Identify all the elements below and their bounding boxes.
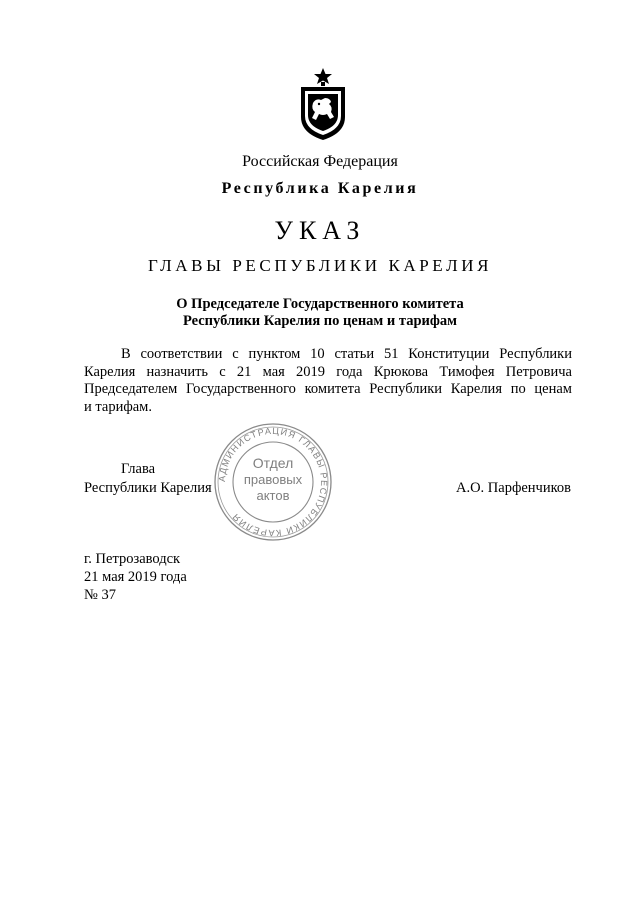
country-name: Российская Федерация xyxy=(242,153,398,170)
issue-date: 21 мая 2019 года xyxy=(84,569,187,585)
decree-subject xyxy=(0,296,640,330)
issuer-title: ГЛАВЫ РЕСПУБЛИКИ КАРЕЛИЯ xyxy=(147,256,493,275)
karelia-coat-of-arms-icon xyxy=(297,67,349,141)
subject-line: Республики Карелия по ценам и тарифам xyxy=(182,313,458,329)
svg-text:Отдел: Отдел xyxy=(252,455,294,471)
signatory-name: А.О. Парфенчиков xyxy=(455,480,571,496)
republic-name: Республика Карелия xyxy=(221,180,419,197)
svg-text:правовых: правовых xyxy=(243,472,303,487)
decree-number: № 37 xyxy=(84,587,116,603)
document-type: УКАЗ xyxy=(274,216,366,245)
signatory-title-line2: Республики Карелия xyxy=(84,480,212,496)
svg-text:актов: актов xyxy=(256,488,290,503)
body-line: и тарифам. xyxy=(84,398,152,415)
body-line: В соответствии с пунктом 10 статьи 51 Конституции Республики xyxy=(121,346,572,362)
svg-text:АДМИНИСТРАЦИЯ ГЛАВЫ РЕСПУБЛИКИ: АДМИНИСТРАЦИЯ ГЛАВЫ РЕСПУБЛИКИ КАРЕЛИЯ xyxy=(216,425,330,539)
decree-body xyxy=(84,346,572,416)
signatory-title: Глава xyxy=(121,461,156,477)
legal-department-stamp-icon xyxy=(212,421,334,543)
subject-line: О Председателе Государственного комитета xyxy=(176,296,464,312)
issue-city: г. Петрозаводск xyxy=(84,551,181,567)
body-line: Карелия назначить с 21 мая 2019 года Крюкова Тимофея Петровича xyxy=(84,363,572,380)
body-line: Председателем Государственного комитета Республики Карелия по ценам xyxy=(84,381,572,398)
decree-footer xyxy=(84,550,187,604)
